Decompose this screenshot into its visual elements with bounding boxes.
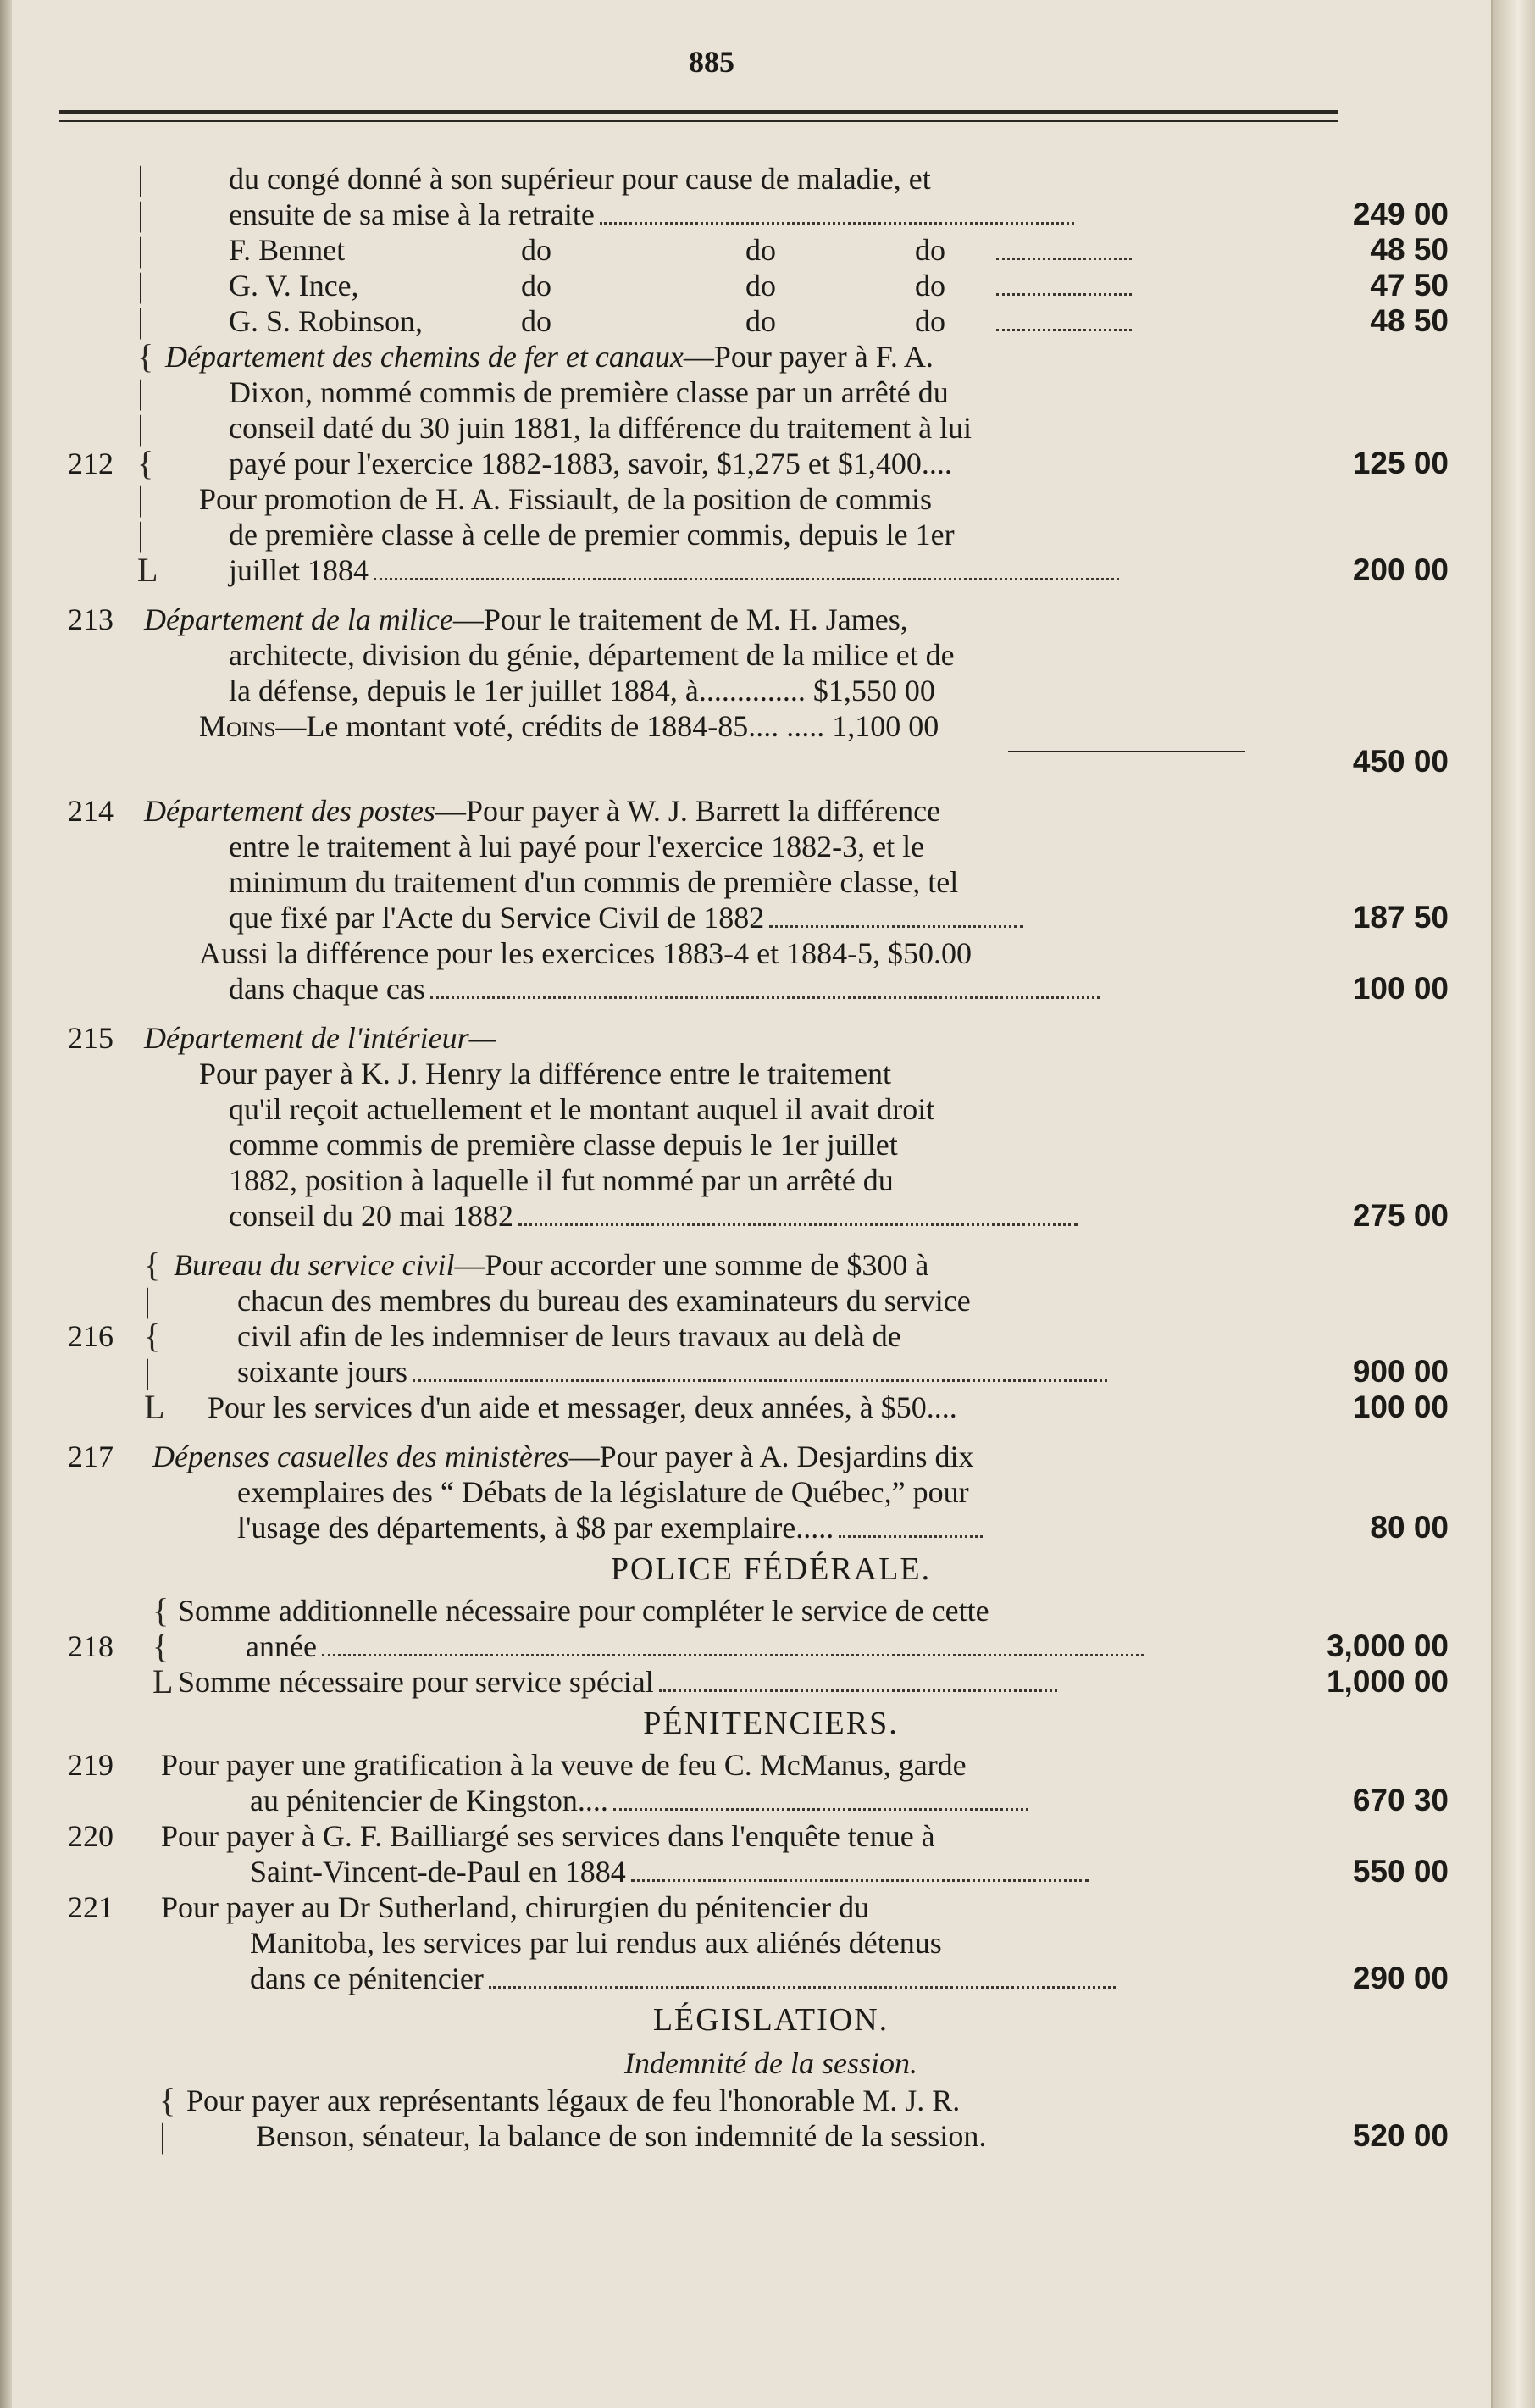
list-item: | Dixon, nommé commis de première classe par un arrêté du — [137, 373, 949, 411]
list-item: exemplaires des “ Débats de la législature de Québec,” pour — [237, 1475, 969, 1509]
list-item: 217 Dépenses casuelles des ministères—Pour payer à A. Desjardins dix — [68, 1440, 974, 1473]
department-name: Département de la milice — [144, 602, 453, 636]
amount: 100 00 — [1352, 1390, 1449, 1424]
section-heading-legislation: LÉGISLATION. — [652, 2002, 889, 2038]
header-rule-thin — [59, 120, 1338, 122]
list-item: L Somme nécessaire pour service spécial 1,000 00 — [152, 1662, 1449, 1701]
entry-number: 215 — [68, 1021, 114, 1055]
list-item: Manitoba, les services par lui rendus aux aliénés détenus — [250, 1926, 942, 1960]
page-number: 885 — [689, 45, 734, 79]
list-item: architecte, division du génie, département de la milice et de — [229, 638, 955, 672]
list-item — [59, 1020, 1381, 1056]
list-item: | de première classe à celle de premier commis, depuis le 1er — [137, 515, 955, 553]
list-item: | soixante jours 900 00 — [144, 1352, 1449, 1390]
department-name: Département de l'intérieur— — [144, 1021, 496, 1055]
list-item: L juillet 1884 200 00 — [137, 551, 1449, 589]
department-name: Bureau du service civil — [174, 1248, 455, 1282]
list-item: | F. Bennet do do do 48 50 — [137, 230, 1449, 269]
list-item — [59, 744, 1449, 780]
list-item: conseil du 20 mai 1882 275 00 — [229, 1198, 1449, 1233]
list-item: que fixé par l'Acte du Service Civil de 1882 187 50 — [229, 900, 1449, 935]
entry-number: 221 — [68, 1890, 114, 1924]
entry-number: 217 — [68, 1440, 114, 1473]
entry-number: 218 — [68, 1629, 114, 1663]
section-heading-police: POLICE FÉDÉRALE. — [610, 1551, 932, 1587]
list-item: la défense, depuis le 1er juillet 1884, à.............. $1,550 00 — [229, 674, 935, 707]
list-item: entre le traitement à lui payé pour l'exercice 1882-3, et le — [229, 829, 925, 863]
list-item: au pénitencier de Kingston.... 670 30 — [250, 1783, 1449, 1817]
list-item: | conseil daté du 30 juin 1881, la différence du traitement à lui — [137, 408, 973, 447]
amount: 125 00 — [1352, 446, 1449, 480]
list-item: dans chaque cas 100 00 — [229, 971, 1449, 1006]
amount: 520 00 — [1352, 2118, 1449, 2153]
list-item: | ensuite de sa mise à la retraite 249 00 — [137, 195, 1449, 233]
list-item: 213 Département de la milice—Pour le traitement de M. H. James, — [68, 602, 908, 636]
list-item: { Pour payer aux représentants légaux de feu l'honorable M. J. R. — [159, 2081, 961, 2119]
list-item: Pour payer à K. J. Henry la différence entre le traitement — [199, 1057, 891, 1090]
entry-number: 220 — [68, 1819, 114, 1853]
section-heading-penitenciers: PÉNITENCIERS. — [643, 1706, 899, 1741]
entry-number: 213 — [68, 602, 114, 636]
amount: 187 50 — [1352, 900, 1449, 935]
page-edge — [1493, 0, 1535, 2408]
list-item: 220 Pour payer à G. F. Bailliargé ses services dans l'enquête tenue à — [68, 1819, 935, 1853]
list-item: | du congé donné à son supérieur pour cause de maladie, et — [137, 159, 931, 197]
amount: 1,000 00 — [1326, 1664, 1449, 1699]
list-item: 221 Pour payer au Dr Sutherland, chirurgien du pénitencier du — [68, 1890, 870, 1924]
list-item: l'usage des départements, à $8 par exemplaire..... 80 00 — [237, 1510, 1449, 1545]
amount: 275 00 — [1352, 1198, 1449, 1233]
list-item: L Pour les services d'un aide et messager, deux années, à $50.... 100 00 — [144, 1388, 1449, 1426]
list-item: { Somme additionnelle nécessaire pour compléter le service de cette — [152, 1591, 989, 1629]
list-item: 218 { année 3,000 00 — [68, 1627, 1449, 1665]
entry-number: 216 — [68, 1319, 114, 1353]
amount: 48 50 — [1370, 232, 1449, 267]
amount: 290 00 — [1352, 1961, 1449, 1995]
list-item: 216 { civil afin de les indemniser de leurs travaux au delà de — [68, 1317, 901, 1355]
list-item: | Pour promotion de H. A. Fissiault, de la position de commis — [137, 480, 932, 518]
list-item: qu'il reçoit actuellement et le montant auquel il avait droit — [229, 1092, 935, 1126]
list-item: { Bureau du service civil—Pour accorder une somme de $300 à — [144, 1246, 929, 1284]
department-name: Département des chemins de fer et canaux — [165, 340, 684, 374]
list-item: | G. V. Ince, do do do 47 50 — [137, 266, 1449, 304]
list-item: dans ce pénitencier 290 00 — [250, 1961, 1449, 1995]
page-binding — [0, 0, 12, 2408]
amount: 550 00 — [1352, 1854, 1449, 1889]
list-item: minimum du traitement d'un commis de première classe, tel — [229, 865, 959, 899]
list-item: 212 { payé pour l'exercice 1882-1883, savoir, $1,275 et $1,400.... 125 00 — [68, 444, 1449, 482]
amount: 47 50 — [1370, 268, 1449, 302]
list-item: { Département des chemins de fer et canaux—Pour payer à F. A. — [137, 337, 934, 375]
department-name: Dépenses casuelles des ministères — [152, 1440, 569, 1473]
department-name: Département des postes — [144, 794, 435, 828]
list-item: comme commis de première classe depuis le 1er juillet — [229, 1128, 898, 1162]
list-item: Saint-Vincent-de-Paul en 1884 550 00 — [250, 1854, 1449, 1889]
list-item: | chacun des membres du bureau des examinateurs du service — [144, 1281, 971, 1319]
section-subheading-indemnite: Indemnité de la session. — [624, 2046, 917, 2080]
list-item: Moins—Le montant voté, crédits de 1884-85.... ..... 1,100 00 — [199, 709, 939, 743]
list-item: 214 Département des postes—Pour payer à W. J. Barrett la différence — [68, 794, 941, 828]
amount: 100 00 — [1352, 971, 1449, 1006]
header-rule-thick — [59, 110, 1338, 114]
amount: 670 30 — [1352, 1783, 1449, 1817]
list-item: | Benson, sénateur, la balance de son indemnité de la session. 520 00 — [159, 2117, 1449, 2155]
amount: 80 00 — [1370, 1510, 1449, 1545]
appropriations-list — [59, 159, 1449, 2155]
amount: 48 50 — [1370, 303, 1449, 338]
sum-rule — [1008, 751, 1245, 752]
list-item: 1882, position à laquelle il fut nommé par un arrêté du — [229, 1163, 894, 1197]
amount: 200 00 — [1352, 552, 1449, 587]
amount: 249 00 — [1352, 197, 1449, 231]
list-item: 219 Pour payer une gratification à la veuve de feu C. McManus, garde — [68, 1748, 967, 1782]
entry-number: 219 — [68, 1748, 114, 1782]
entry-number: 214 — [68, 794, 114, 828]
amount: 3,000 00 — [1326, 1628, 1449, 1663]
list-item: Aussi la différence pour les exercices 1883-4 et 1884-5, $50.00 — [199, 936, 973, 970]
entry-number: 212 — [68, 447, 114, 480]
list-item: | G. S. Robinson, do do do 48 50 — [137, 302, 1449, 340]
amount: 900 00 — [1352, 1354, 1449, 1389]
amount: 450 00 — [1352, 744, 1449, 779]
